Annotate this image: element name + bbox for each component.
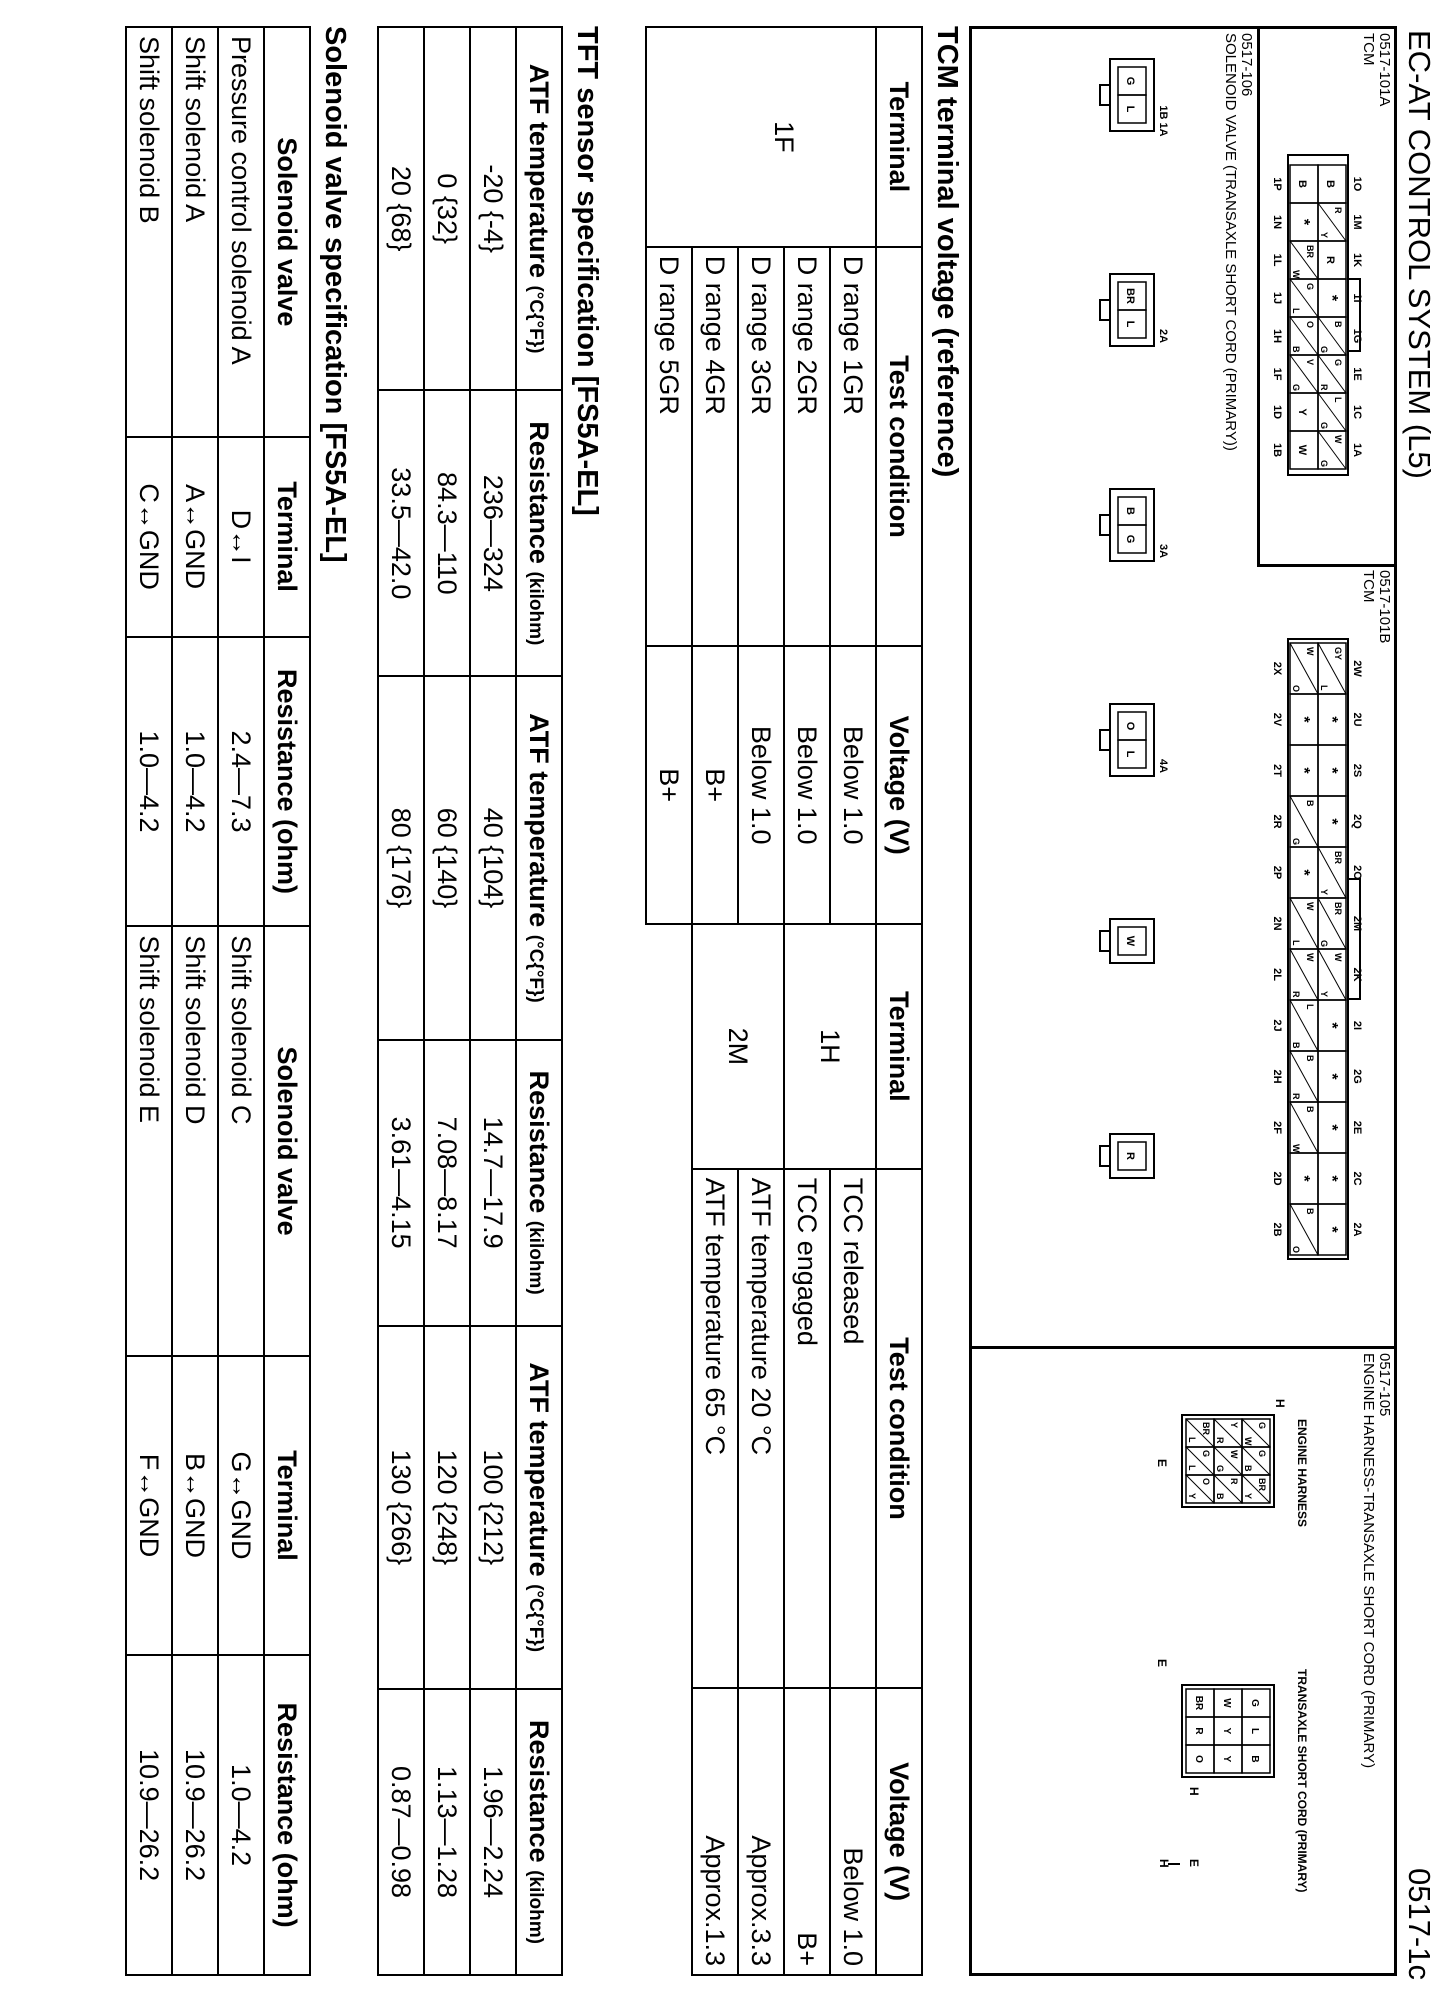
pin-label: 1M [1351, 214, 1363, 230]
terminal-label: E [1155, 1659, 1169, 1668]
pin-color: B [1291, 346, 1301, 353]
table-cell: B↔GND [172, 1356, 218, 1655]
pin-color: B [1215, 1493, 1225, 1500]
test-condition: TCC engaged [784, 1169, 830, 1688]
voltage-value: Approx.1.3 [692, 1688, 738, 1975]
test-condition: D range 2GR [784, 247, 830, 647]
table-cell: Shift solenoid A [172, 27, 218, 437]
pin-label: 2M [1351, 915, 1363, 932]
pin-color: G [1124, 76, 1136, 86]
pin-color: * [1323, 818, 1340, 825]
pin-color: BR [1333, 851, 1343, 864]
pin-color: * [1323, 1124, 1340, 1131]
pin-color: R [1291, 1093, 1301, 1100]
pin-label: 1P [1271, 177, 1283, 191]
pin-label: 2A [1351, 1222, 1363, 1237]
table-cell: 33.5—42.0 [378, 390, 424, 676]
col-voltage: Voltage (V) [876, 1688, 922, 1975]
tcm-a-name: TCM [1360, 33, 1377, 66]
col-terminal: Terminal [264, 1356, 310, 1655]
pin-label: 1I [1351, 293, 1363, 303]
pin-color: * [1323, 294, 1340, 302]
test-condition: D range 3GR [738, 247, 784, 647]
terminal-label: H [1273, 1399, 1287, 1408]
table-cell: 20 {68} [378, 27, 424, 390]
table-cell: 1.0—4.2 [126, 637, 172, 927]
pin-color: * [1323, 716, 1340, 723]
pin-color: B [1124, 507, 1136, 515]
pin-label: 1A [1351, 442, 1363, 458]
voltage-value: B+ [784, 1688, 830, 1975]
pin-color: G [1305, 283, 1315, 291]
pin-label: 2E [1351, 1120, 1363, 1135]
col-atf-temp: ATF temperature (°C{°F}) [516, 27, 562, 390]
pin-color: Y [1319, 889, 1329, 896]
pin-color: G [1291, 838, 1301, 846]
pin-color: BR [1333, 902, 1343, 915]
pin-color: G [1124, 534, 1136, 544]
pin-color: B [1291, 1042, 1301, 1049]
pin-label: 2F [1271, 1121, 1283, 1134]
pin-color: L [1124, 320, 1136, 328]
tft-title: TFT sensor specification [FS5A-EL] [571, 26, 603, 516]
table-cell: 1.0—4.2 [218, 1655, 264, 1975]
test-condition: D range 4GR [692, 247, 738, 647]
table-cell: 10.9—26.2 [172, 1655, 218, 1975]
pin-label: 2R [1271, 814, 1283, 829]
table-row [470, 27, 516, 1975]
voltage-value: B+ [692, 646, 738, 924]
pin-color: W [1291, 1144, 1301, 1153]
test-condition: D range 5GR [646, 247, 692, 647]
pin-label: 2H [1271, 1069, 1283, 1084]
tcm-voltage-title: TCM terminal voltage (reference) [931, 26, 963, 478]
pin-label: 1N [1271, 214, 1283, 230]
pin-color: * [1295, 218, 1312, 226]
transaxle-cord-label: TRANSAXLE SHORT CORD (PRIMARY) [1295, 1669, 1309, 1893]
pin-color: Y [1221, 1727, 1232, 1735]
pin-color: * [1295, 869, 1312, 876]
col-resistance: Resistance (kilohm) [516, 390, 562, 676]
pin-color: W [1305, 902, 1315, 911]
tcm-b-name: TCM [1360, 570, 1377, 603]
terminal-label: H [1187, 1787, 1201, 1796]
table-cell: 120 {248} [424, 1326, 470, 1689]
table-cell: D↔I [218, 437, 264, 637]
terminal-label: E [1187, 1859, 1201, 1868]
pin-color: W [1124, 935, 1136, 947]
solenoid-code: 0517-106 [1238, 33, 1255, 97]
connector-label: 1B 1A [1157, 105, 1169, 137]
terminal-1f: 1F [692, 27, 876, 247]
pin-color: * [1323, 767, 1340, 774]
pin-color: G [1333, 359, 1343, 367]
pin-color: R [1291, 991, 1301, 998]
harness-code: 0517-105 [1376, 1353, 1393, 1417]
table-cell: 3.61—4.15 [378, 1040, 424, 1326]
pin-label: 2N [1271, 916, 1283, 931]
pin-color: R [1215, 1437, 1225, 1444]
pin-color: L [1319, 685, 1329, 691]
pin-label: 2X [1271, 661, 1283, 676]
tcm-a-code: 0517-101A [1376, 33, 1393, 107]
pin-color: * [1323, 1175, 1340, 1182]
pin-label: 2Q [1351, 814, 1363, 829]
test-condition: TCC released [830, 1169, 876, 1688]
pin-color: R [1193, 1727, 1204, 1735]
pin-color: * [1295, 767, 1312, 774]
pin-color: B [1243, 1465, 1253, 1472]
tcm-a-connector [1262, 109, 1380, 509]
table-cell: 40 {104} [470, 676, 516, 1039]
pin-color: B [1296, 180, 1308, 188]
col-test-condition: Test condition [876, 1169, 922, 1688]
table-cell: 80 {176} [378, 676, 424, 1039]
pin-color: B [1305, 1208, 1315, 1215]
solenoid-name: SOLENOID VALVE (TRANSAXLE SHORT CORD (PRIMARY)) [1222, 33, 1239, 451]
pin-color: G [1215, 1465, 1225, 1473]
harness-connectors [1110, 1359, 1290, 1959]
pin-label: 1F [1271, 367, 1283, 381]
pin-color: G [1201, 1450, 1211, 1458]
table-cell: C↔GND [126, 437, 172, 637]
pin-color: L [1187, 1437, 1197, 1443]
pin-color: B [1324, 180, 1336, 188]
pin-label: 2J [1271, 1019, 1283, 1032]
pin-color: O [1201, 1478, 1211, 1486]
col-resistance: Resistance (kilohm) [516, 1689, 562, 1975]
pin-color: * [1295, 716, 1312, 723]
table-cell: 60 {140} [424, 676, 470, 1039]
pin-color: G [1319, 346, 1329, 354]
table-cell: 1.96—2.24 [470, 1689, 516, 1975]
pin-color: B [1305, 1055, 1315, 1062]
terminal-1h: 1H [784, 924, 876, 1169]
pin-color: L [1124, 750, 1136, 758]
col-resistance: Resistance (ohm) [264, 637, 310, 927]
solenoid-spec-table [125, 26, 311, 1976]
pin-color: Y [1319, 991, 1329, 998]
pin-label: 1G [1351, 328, 1363, 344]
pin-color: * [1295, 1175, 1312, 1182]
table-row [172, 27, 218, 1975]
tft-table [377, 26, 563, 1976]
table-cell: F↔GND [126, 1356, 172, 1655]
table-row [424, 27, 470, 1975]
pin-label: 2T [1271, 764, 1283, 777]
pin-label: 2C [1351, 1171, 1363, 1186]
pin-color: W [1243, 1437, 1253, 1446]
pin-label: 1H [1271, 328, 1283, 344]
table-cell: 1.0—4.2 [172, 637, 218, 927]
table-cell: 0.87—0.98 [378, 1689, 424, 1975]
connector-label: 3A [1157, 543, 1169, 559]
pin-color: W [1333, 953, 1343, 962]
solenoid-connectors [1054, 49, 1194, 1329]
pin-color: Y [1296, 408, 1308, 416]
table-cell: 1.13—1.28 [424, 1689, 470, 1975]
col-atf-temp: ATF temperature (°C{°F}) [516, 676, 562, 1039]
col-terminal: Terminal [876, 27, 922, 247]
pin-color: O [1193, 1755, 1204, 1763]
table-cell: G↔GND [218, 1356, 264, 1655]
voltage-value: B+ [646, 646, 692, 924]
pin-color: O [1291, 1246, 1301, 1254]
pin-color: R [1333, 207, 1343, 214]
pin-color: * [1323, 1073, 1340, 1080]
pin-color: W [1305, 953, 1315, 962]
pin-color: R [1124, 1152, 1136, 1160]
solenoid-spec-title: Solenoid valve specification [FS5A-EL] [319, 26, 351, 563]
pin-color: Y [1243, 1493, 1253, 1500]
pin-color: L [1333, 397, 1343, 403]
pin-color: R [1324, 256, 1336, 264]
pin-color: W [1333, 435, 1343, 444]
pin-color: Y [1229, 1422, 1239, 1429]
table-cell: 236—324 [470, 390, 516, 676]
table-cell: 2.4—7.3 [218, 637, 264, 927]
pin-color: B [1249, 1755, 1260, 1763]
pin-label: 2S [1351, 763, 1363, 778]
table-cell: Shift solenoid B [126, 27, 172, 437]
pin-color: G [1319, 460, 1329, 468]
pin-color: R [1229, 1478, 1239, 1485]
terminal-label: E [1155, 1459, 1169, 1468]
pin-color: G [1319, 940, 1329, 948]
pin-label: 2I [1351, 1020, 1363, 1031]
diagram-divider [1257, 564, 1394, 567]
tcm-b-code: 0517-101B [1376, 570, 1393, 644]
harness-name: ENGINE HARNESS-TRANSAXLE SHORT CORD (PRIMARY) [1360, 1353, 1377, 1769]
col-resistance: Resistance (kilohm) [516, 1040, 562, 1326]
connector-label: 2A [1157, 328, 1169, 344]
pin-color: Y [1221, 1755, 1232, 1763]
pin-color: * [1323, 1022, 1340, 1029]
table-cell: A↔GND [172, 437, 218, 637]
pin-label: 2V [1271, 712, 1283, 727]
table-cell: Shift solenoid E [126, 926, 172, 1355]
pin-color: L [1291, 940, 1301, 946]
pin-color: GY [1333, 647, 1343, 661]
table-cell: Shift solenoid C [218, 926, 264, 1355]
pin-label: 2G [1351, 1069, 1363, 1084]
page-code: 0517-1c [1402, 1867, 1437, 1980]
col-atf-temp: ATF temperature (°C{°F}) [516, 1326, 562, 1689]
pin-label: 1B [1271, 442, 1283, 458]
tcm-b-connector [1262, 629, 1380, 1329]
pin-label: 2D [1271, 1171, 1283, 1186]
col-solenoid-valve: Solenoid valve [264, 926, 310, 1355]
terminal-label: H [1157, 1859, 1171, 1868]
pin-color: B [1333, 321, 1343, 328]
tcm-voltage-table [645, 26, 923, 1976]
col-terminal: Terminal [264, 437, 310, 637]
pin-color: O [1291, 685, 1301, 693]
table-cell: 0 {32} [424, 27, 470, 390]
pin-color: BR [1305, 245, 1315, 258]
pin-color: W [1221, 1698, 1232, 1708]
voltage-value: Below 1.0 [738, 646, 784, 924]
pin-color: L [1305, 1004, 1315, 1010]
connector-diagram-panel [969, 26, 1397, 1976]
pin-color: R [1319, 384, 1329, 391]
page-title: EC-AT CONTROL SYSTEM (L5) [1402, 30, 1437, 479]
voltage-value: Below 1.0 [830, 646, 876, 924]
pin-color: L [1187, 1465, 1197, 1471]
table-cell: 10.9—26.2 [126, 1655, 172, 1975]
table-row [218, 27, 264, 1975]
pin-color: V [1305, 359, 1315, 366]
pin-color: G [1257, 1450, 1267, 1458]
voltage-value: Approx.3.3 [738, 1688, 784, 1975]
table-cell: -20 {-4} [470, 27, 516, 390]
pin-color: B [1305, 1106, 1315, 1113]
table-cell: 14.7—17.9 [470, 1040, 516, 1326]
pin-color: Y [1319, 232, 1329, 239]
table-row [126, 27, 172, 1975]
terminal-2m: 2M [692, 924, 784, 1169]
pin-color: L [1291, 308, 1301, 314]
table-row [378, 27, 424, 1975]
col-voltage: Voltage (V) [876, 646, 922, 924]
pin-label: 1C [1351, 404, 1363, 420]
table-cell: 130 {266} [378, 1326, 424, 1689]
pin-label: 1K [1351, 252, 1363, 268]
pin-color: W [1229, 1450, 1239, 1459]
connector-label: 4A [1157, 758, 1169, 774]
pin-color: L [1124, 105, 1136, 113]
col-solenoid-valve: Solenoid valve [264, 27, 310, 437]
test-condition: ATF temperature 65 °C [692, 1169, 738, 1688]
pin-color: O [1305, 321, 1315, 329]
pin-color: G [1249, 1699, 1260, 1707]
diagram-divider [1257, 29, 1260, 564]
pin-color: BR [1257, 1478, 1267, 1491]
pin-label: 2O [1351, 865, 1363, 880]
pin-color: Y [1187, 1493, 1197, 1500]
table-cell: Shift solenoid D [172, 926, 218, 1355]
pin-color: G [1319, 422, 1329, 430]
pin-label: 2W [1351, 660, 1363, 677]
voltage-value: Below 1.0 [830, 1688, 876, 1975]
pin-label: 1L [1271, 253, 1283, 267]
test-condition: ATF temperature 20 °C [738, 1169, 784, 1688]
engine-harness-label: ENGINE HARNESS [1295, 1419, 1309, 1528]
pin-label: 2P [1271, 865, 1283, 880]
pin-color: BR [1124, 288, 1136, 304]
voltage-value: Below 1.0 [784, 646, 830, 924]
pin-color: G [1257, 1422, 1267, 1430]
col-terminal: Terminal [876, 924, 922, 1169]
pin-color: G [1291, 384, 1301, 392]
pin-color: * [1323, 1226, 1340, 1233]
table-cell: 7.08—8.17 [424, 1040, 470, 1326]
pin-color: W [1305, 647, 1315, 656]
pin-label: 2U [1351, 712, 1363, 727]
col-resistance: Resistance (ohm) [264, 1655, 310, 1975]
pin-label: 2K [1351, 967, 1363, 982]
pin-label: 2B [1271, 1222, 1283, 1237]
table-cell: 84.3—110 [424, 390, 470, 676]
pin-label: 2L [1271, 968, 1283, 981]
pin-color: B [1305, 800, 1315, 807]
pin-label: 1J [1271, 291, 1283, 305]
pin-label: 1D [1271, 404, 1283, 420]
pin-color: L [1249, 1727, 1260, 1735]
table-cell: Pressure control solenoid A [218, 27, 264, 437]
pin-label: 1E [1351, 367, 1363, 381]
col-test-condition: Test condition [876, 247, 922, 647]
pin-color: W [1296, 444, 1308, 456]
table-cell: 100 {212} [470, 1326, 516, 1689]
pin-color: W [1291, 270, 1301, 279]
pin-label: 1O [1351, 176, 1363, 192]
pin-color: BR [1193, 1695, 1204, 1711]
test-condition: D range 1GR [830, 247, 876, 647]
pin-color: BR [1201, 1422, 1211, 1435]
pin-color: O [1124, 721, 1136, 731]
